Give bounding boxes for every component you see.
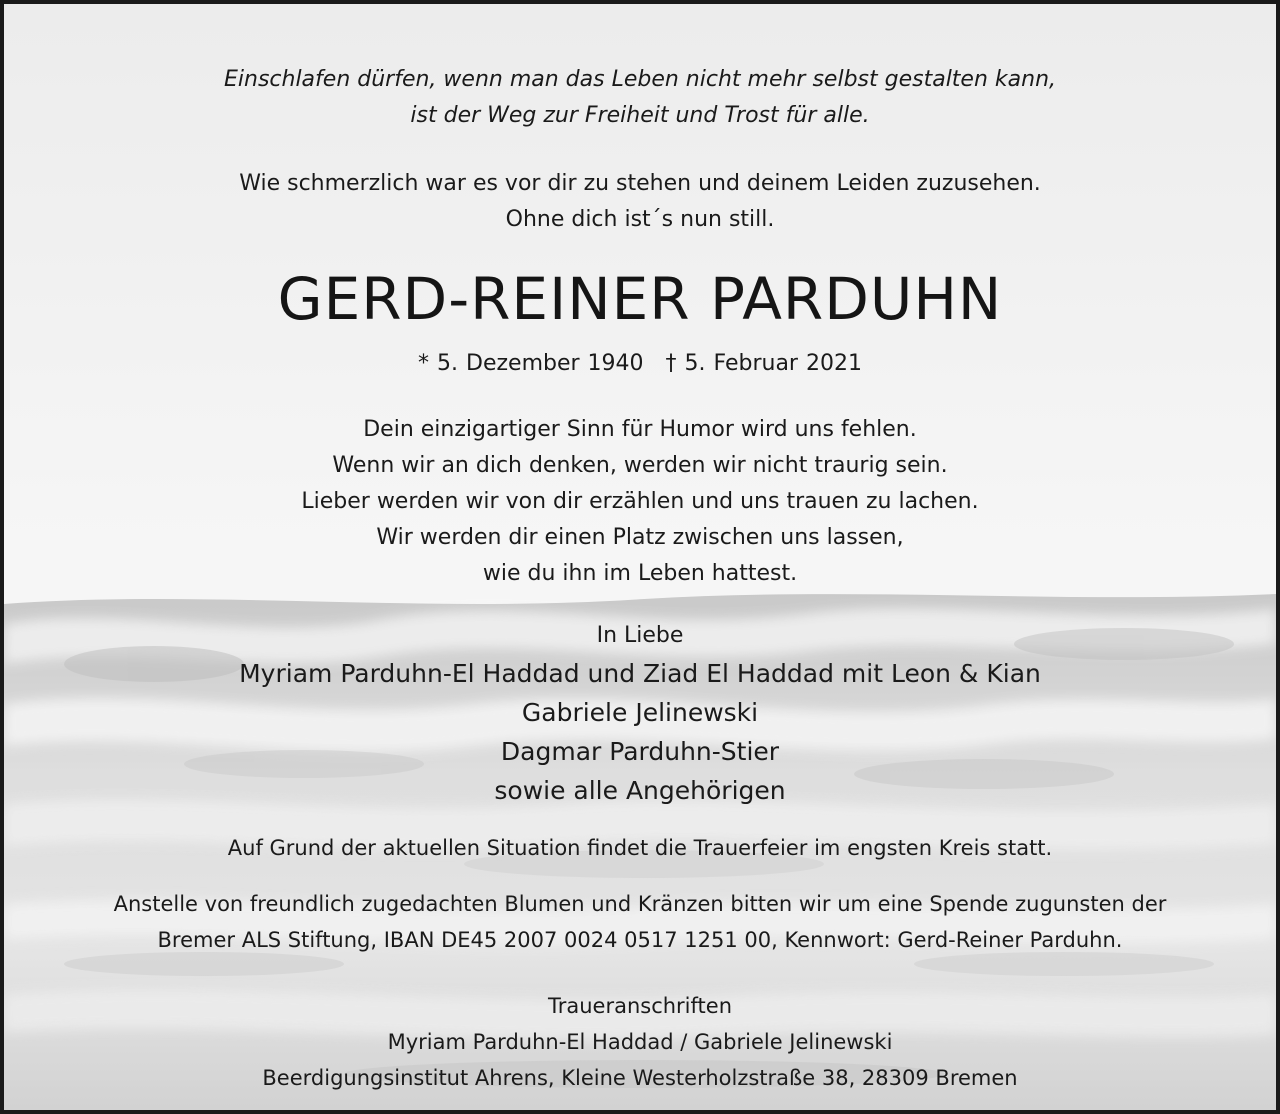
mourners-heading: In Liebe bbox=[596, 623, 684, 648]
motto-line: ist der Weg zur Freiheit und Trost für alle. bbox=[410, 103, 870, 128]
mourner-name: Myriam Parduhn-El Haddad und Ziad El Haddad mit Leon & Kian bbox=[239, 659, 1041, 688]
mourners-list bbox=[4, 654, 1276, 810]
address-line: Beerdigungsinstitut Ahrens, Kleine Westerholzstraße 38, 28309 Bremen bbox=[262, 1066, 1018, 1090]
donation-note bbox=[4, 886, 1276, 958]
funeral-note: Auf Grund der aktuellen Situation findet die Trauerfeier im engsten Kreis statt. bbox=[227, 836, 1053, 860]
memorial-poem bbox=[4, 412, 1276, 592]
mourner-name: Gabriele Jelinewski bbox=[521, 698, 759, 727]
donation-line: Anstelle von freundlich zugedachten Blumen und Kränzen bitten wir um eine Spende zugunsten der bbox=[113, 892, 1167, 916]
poem-line: Wir werden dir einen Platz zwischen uns lassen, bbox=[376, 525, 904, 550]
motto-verse bbox=[4, 62, 1276, 134]
addresses-heading: Traueranschriften bbox=[547, 994, 733, 1018]
birth-date: * 5. Dezember 1940 bbox=[418, 351, 644, 376]
intro-line: Wie schmerzlich war es vor dir zu stehen und deinem Leiden zuzusehen. bbox=[239, 171, 1041, 196]
poem-line: Wenn wir an dich denken, werden wir nicht traurig sein. bbox=[332, 453, 948, 478]
condolence-addresses bbox=[4, 988, 1276, 1096]
intro-verse bbox=[4, 166, 1276, 238]
mourner-name: sowie alle Angehörigen bbox=[494, 776, 786, 805]
motto-line: Einschlafen dürfen, wenn man das Leben nicht mehr selbst gestalten kann, bbox=[223, 67, 1056, 92]
death-date: † 5. Februar 2021 bbox=[665, 351, 862, 376]
intro-line: Ohne dich ist´s nun still. bbox=[505, 207, 775, 232]
deceased-name: GERD-REINER PARDUHN bbox=[277, 265, 1003, 333]
address-line: Myriam Parduhn-El Haddad / Gabriele Jelinewski bbox=[387, 1030, 893, 1054]
poem-line: wie du ihn im Leben hattest. bbox=[482, 561, 798, 586]
mourner-name: Dagmar Parduhn-Stier bbox=[500, 737, 780, 766]
life-dates bbox=[4, 346, 1276, 382]
poem-line: Lieber werden wir von dir erzählen und uns trauen zu lachen. bbox=[301, 489, 979, 514]
donation-line: Bremer ALS Stiftung, IBAN DE45 2007 0024 0517 1251 00, Kennwort: Gerd-Reiner Parduhn. bbox=[157, 928, 1123, 952]
poem-line: Dein einzigartiger Sinn für Humor wird uns fehlen. bbox=[363, 417, 917, 442]
